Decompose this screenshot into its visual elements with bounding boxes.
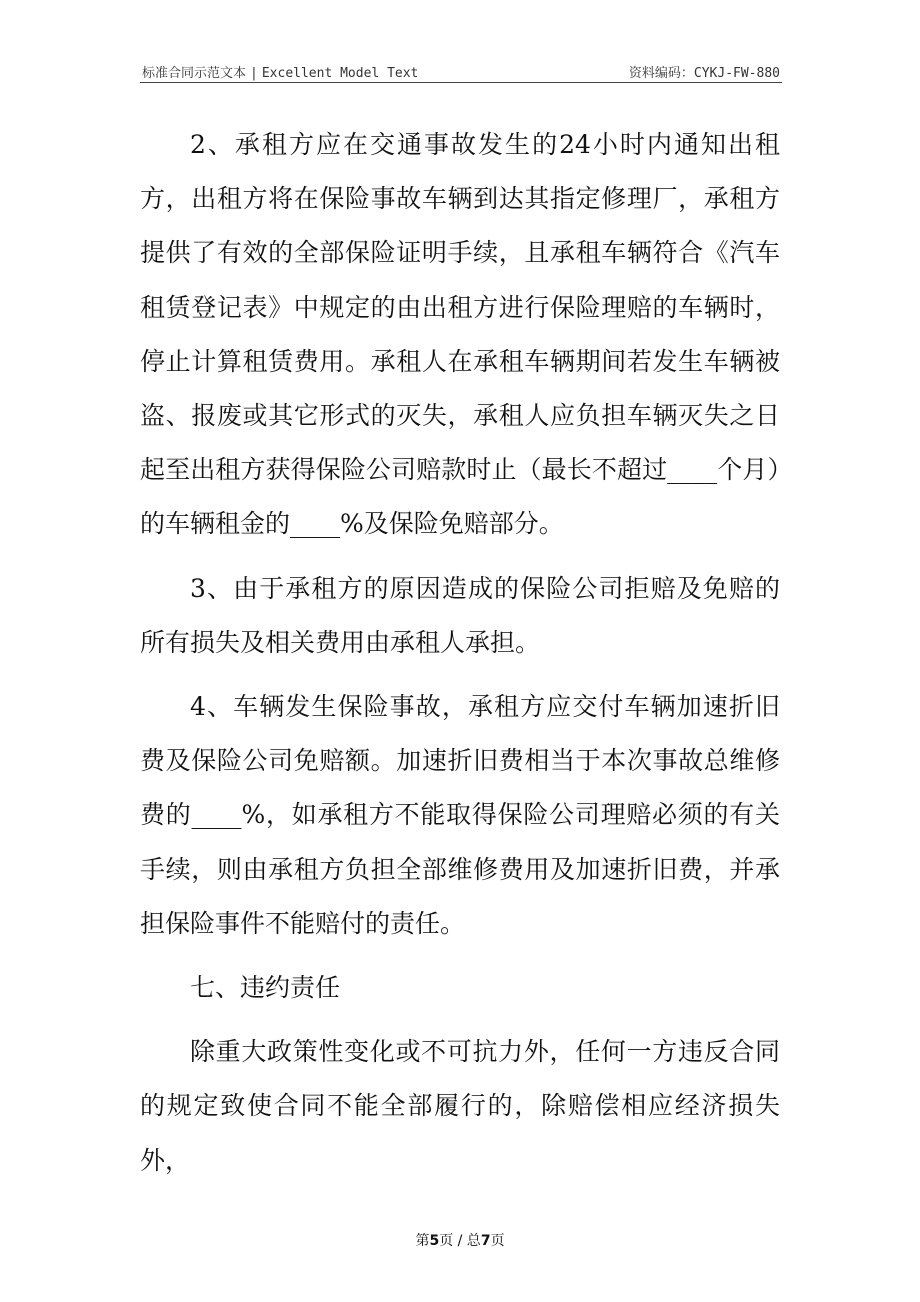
clause-paragraph-4: 4、车辆发生保险事故，承租方应交付车辆加速折旧费及保险公司免赔额。加速折旧费相当于本次事故总维修费的____%，如承租方不能取得保险公司理赔必须的有关手续，则由承租方负担全部维修费用及加速折旧费，并承担保险事件不能赔付的责任。 <box>140 692 780 938</box>
page-label-suffix: 页 <box>490 1233 505 1249</box>
current-page-number: 5 <box>429 1233 440 1249</box>
page-header <box>140 58 782 83</box>
page-footer <box>0 1230 920 1250</box>
clause-paragraph-2: 2、承租方应在交通事故发生的24小时内通知出租方，出租方将在保险事故车辆到达其指定修理厂，承租方提供了有效的全部保险证明手续，且承租车辆符合《汽车租赁登记表》中规定的由出租方进行保险理赔的车辆时，停止计算租赁费用。承租人在承租车辆期间若发生车辆被盗、报废或其它形式的灭失，承租人应负担车辆灭失之日起至出租方获得保险公司赔款时止（最长不超过____个月）的车辆租金的____%及保险免赔部分。 <box>140 130 780 539</box>
header-separator: | <box>250 66 258 81</box>
clause-paragraph-3: 3、由于承租方的原因造成的保险公司拒赔及免赔的所有损失及相关费用由承租人承担。 <box>140 573 780 657</box>
section-heading-breach-liability: 七、违约责任 <box>190 973 341 1003</box>
total-page-count: 7 <box>480 1233 491 1249</box>
header-doc-title: 标准合同示范文本 <box>142 66 247 81</box>
header-left <box>142 62 418 81</box>
page-label-prefix: 第 <box>415 1233 430 1249</box>
header-doc-code: 资料编码：CYKJ-FW-880 <box>628 66 780 81</box>
breach-liability-paragraph: 除重大政策性变化或不可抗力外，任何一方违反合同的规定致使合同不能全部履行的，除赔偿相应经济损失外， <box>140 1037 780 1175</box>
header-doc-subtitle: Excellent Model Text <box>261 66 419 81</box>
page-label-mid: 页 / 总 <box>439 1233 481 1249</box>
document-body <box>140 118 780 1198</box>
